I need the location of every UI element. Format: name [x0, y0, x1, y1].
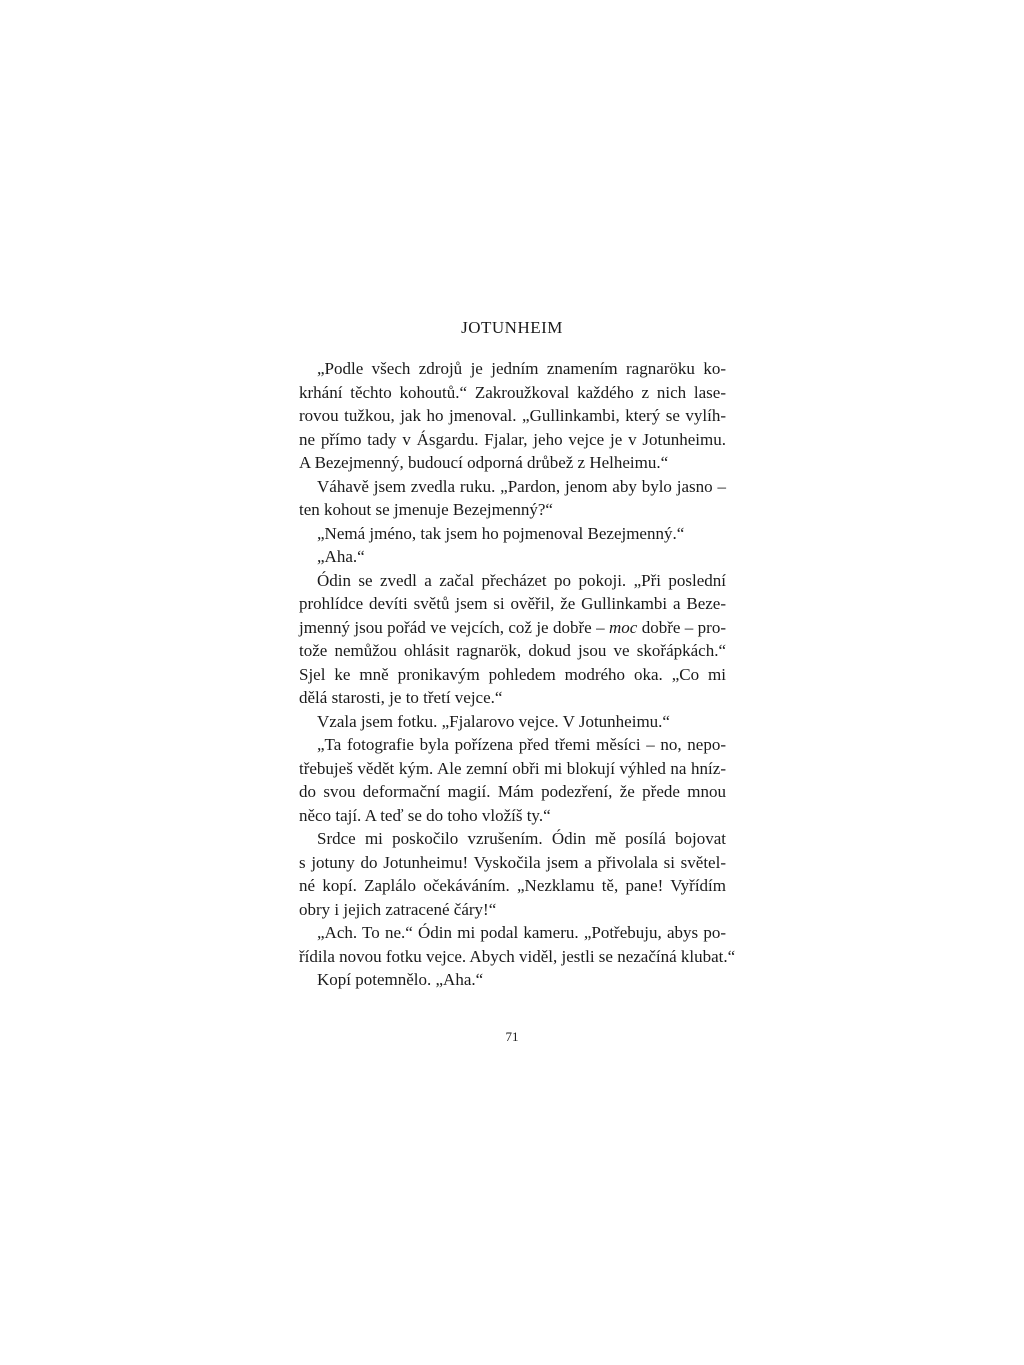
text-line: Vzala jsem fotku. „Fjalarovo vejce. V Jotunheimu.“ [317, 711, 670, 731]
page-number: 71 [505, 1029, 519, 1044]
text-line: do svou deformační magií. Mám podezření, že přede mnou [299, 782, 726, 801]
running-head: JOTUNHEIM [461, 318, 563, 337]
text-line: jmenný jsou pořád ve vejcích, což je dobře – moc dobře – pro- [299, 617, 727, 637]
text-line: né kopí. Zaplálo očekáváním. „Nezklamu tě, pane! Vyřídím [299, 876, 726, 895]
text-line: ten kohout se jmenuje Bezejmenný?“ [299, 500, 553, 519]
text-line: s jotuny do Jotunheimu! Vyskočila jsem a přivolala si světel- [299, 852, 726, 872]
text-line: řídila novou fotku vejce. Abych viděl, jestli se nezačíná klubat.“ [299, 946, 736, 966]
text-line: Ódin se zvedl a začal přecházet po pokoji. „Při poslední [317, 570, 726, 590]
body-text [299, 357, 736, 992]
text-line: něco tají. A teď se do toho vložíš ty.“ [299, 805, 551, 825]
text-line: A Bezejmenný, budoucí odporná drůbež z Helheimu.“ [299, 453, 669, 472]
text-line: Srdce mi poskočilo vzrušením. Ódin mě posílá bojovat [317, 829, 726, 848]
text-line: třebuješ vědět kým. Ale zemní obři mi blokují výhled na hníz- [299, 758, 726, 778]
text-line: Váhavě jsem zvedla ruku. „Pardon, jenom aby bylo jasno – [317, 476, 726, 496]
text-line: ne přímo tady v Ásgardu. Fjalar, jeho vejce je v Jotunheimu. [299, 429, 726, 449]
text-line: Kopí potemnělo. „Aha.“ [317, 970, 484, 989]
text-line: „Ach. To ne.“ Ódin mi podal kameru. „Potřebuju, abys po- [317, 923, 726, 942]
text-line: Sjel ke mně pronikavým pohledem modrého oka. „Co mi [299, 664, 726, 684]
text-line: dělá starosti, je to třetí vejce.“ [299, 688, 503, 707]
text-line: krhání těchto kohoutů.“ Zakroužkoval každého z nich lase- [299, 382, 726, 402]
text-line: tože nemůžou ohlásit ragnarök, dokud jsou ve skořápkách.“ [299, 641, 726, 660]
text-line: prohlídce devíti světů jsem si ověřil, že Gullinkambi a Beze- [299, 594, 726, 613]
text-line: „Podle všech zdrojů je jedním znamením ragnaröku ko- [317, 359, 726, 378]
text-line: „Nemá jméno, tak jsem ho pojmenoval Bezejmenný.“ [317, 523, 685, 543]
text-line: obry i jejich zatracené čáry!“ [299, 899, 497, 919]
text-line: „Ta fotografie byla pořízena před třemi měsíci – no, nepo- [317, 735, 726, 754]
emphasis: moc [608, 617, 638, 637]
text-line: „Aha.“ [317, 547, 365, 566]
text-line: rovou tužkou, jak ho jmenoval. „Gullinkambi, který se vylíh- [299, 406, 726, 425]
